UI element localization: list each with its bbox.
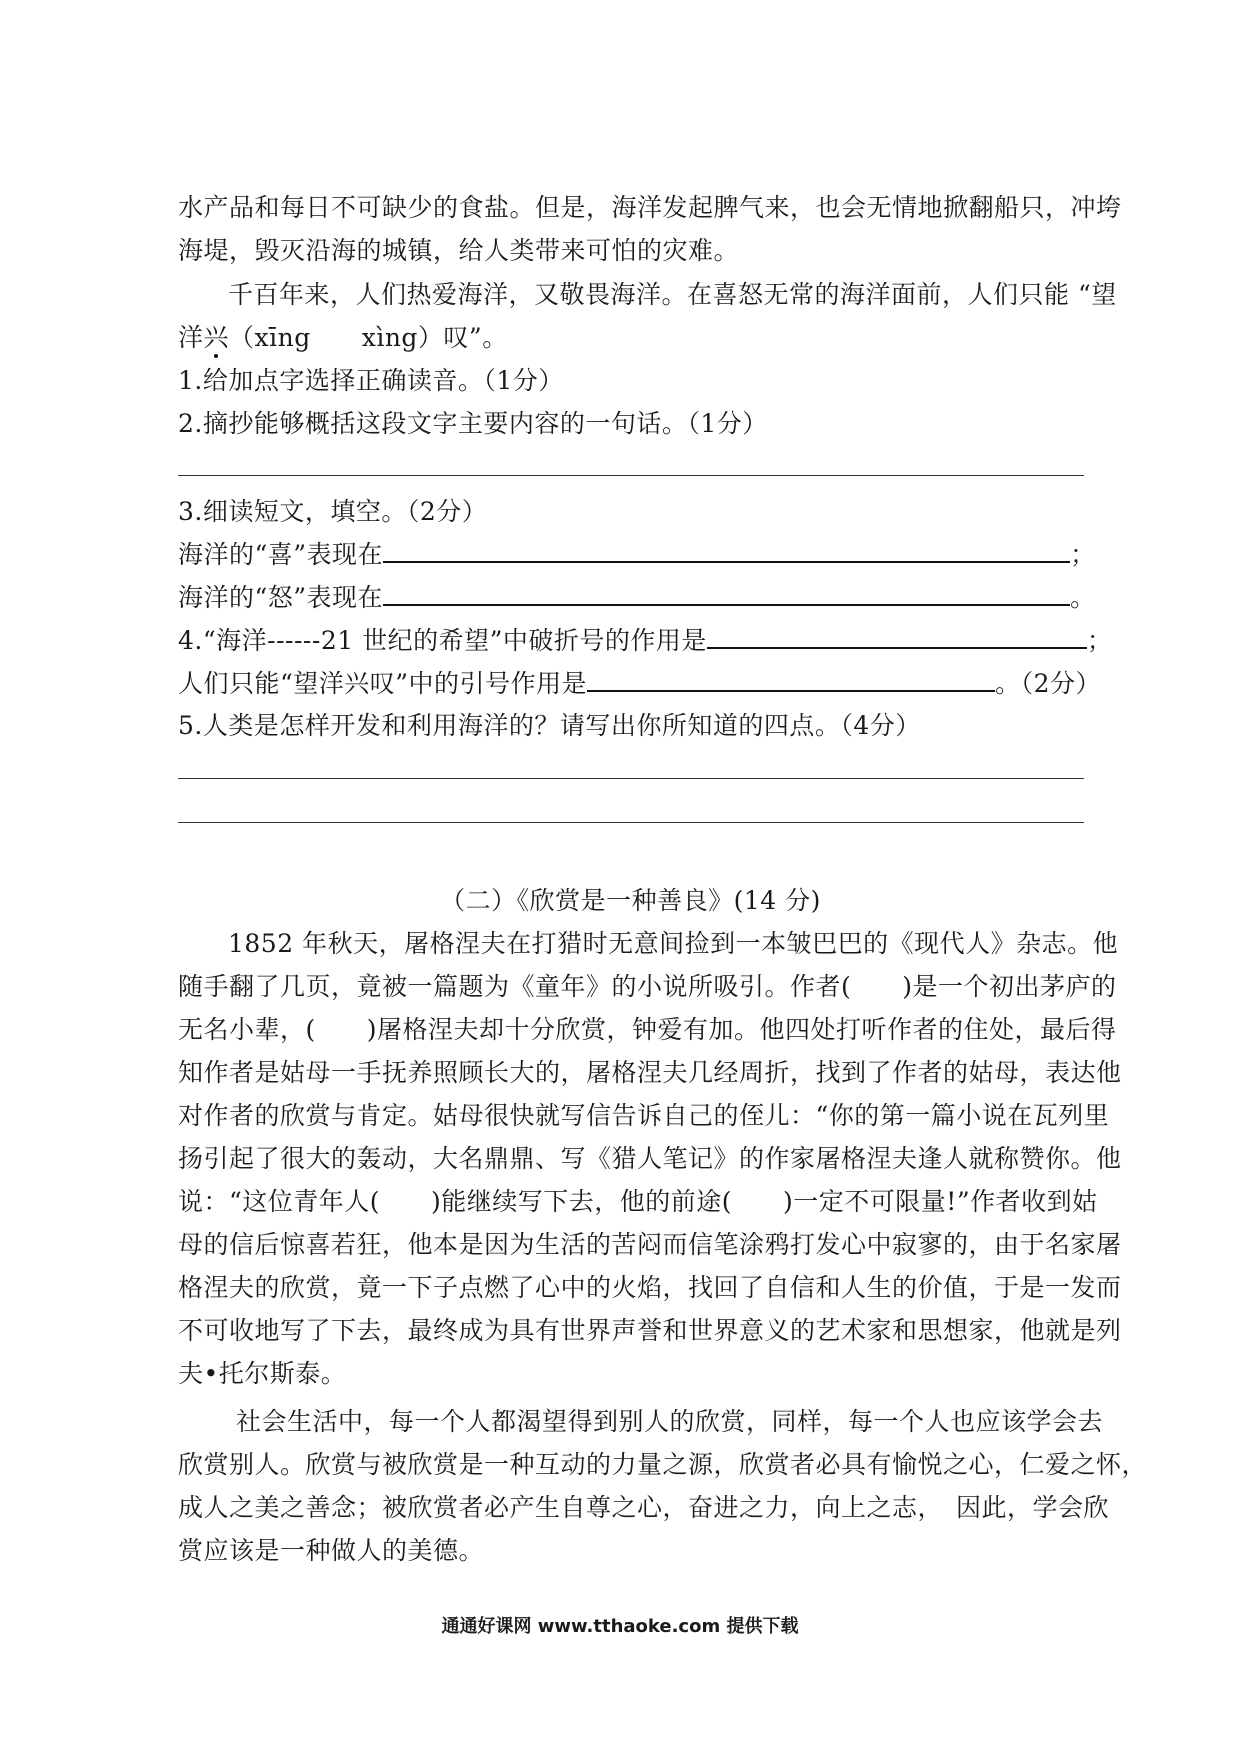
punctuation: ； (1070, 540, 1096, 569)
passage-line: 赏应该是一种做人的美德。 (178, 1536, 485, 1565)
passage-line: 扬引起了很大的轰动，大名鼎鼎、写《猎人笔记》的作家屠格涅夫逢人就称赞你。他 (178, 1144, 1122, 1173)
passage-line: 母的信后惊喜若狂，他本是因为生活的苦闷而信笔涂鸦打发心中寂寥的，由于名家屠 (178, 1230, 1122, 1259)
pinyin-options: （xīng xìng）叹”。 (229, 323, 508, 352)
passage-line: 水产品和每日不可缺少的食盐。但是，海洋发起脾气来，也会无情地掀翻船只，冲垮 (178, 193, 1122, 222)
dash-label: 4.“海洋------21 世纪的希望”中破折号的作用是 (178, 626, 707, 655)
passage-text: 洋 (178, 323, 204, 352)
punctuation: 。 (1070, 583, 1096, 612)
question-4-dash (178, 625, 1113, 656)
section-heading: （二）《欣赏是一种善良》(14 分) (440, 886, 821, 915)
passage-line: 说：“这位青年人( )能继续写下去，他的前途( )一定不可限量!”作者收到姑 (178, 1187, 1098, 1216)
question-1: 1.给加点字选择正确读音。（1分） (178, 366, 564, 395)
passage-line: 海堤，毁灭沿海的城镇，给人类带来可怕的灾难。 (178, 236, 740, 265)
question-3: 3.细读短文，填空。（2分） (178, 497, 488, 526)
passage-line (178, 323, 1083, 353)
question-4-quote (178, 668, 1101, 699)
dash-answer-blank[interactable] (707, 625, 1087, 649)
passage-line: 成人之美之善念；被欣赏者必产生自尊之心，奋进之力，向上之志， 因此，学会欣 (178, 1493, 1110, 1522)
joy-label: 海洋的“喜”表现在 (178, 540, 384, 569)
passage-line: 不可收地写了下去，最终成为具有世界声誉和世界意义的艺术家和思想家，他就是列 (178, 1316, 1122, 1345)
question-3-anger (178, 582, 1096, 613)
dotted-character: 兴 (203, 323, 230, 352)
anger-label: 海洋的“怒”表现在 (178, 583, 384, 612)
question-5: 5.人类是怎样开发和利用海洋的？请写出你所知道的四点。（4分） (178, 711, 921, 740)
passage-line: 格涅夫的欣赏，竟一下子点燃了心中的火焰，找回了自信和人生的价值，于是一发而 (178, 1273, 1122, 1302)
page-footer: 通通好课网 www.tthaoke.com 提供下载 (441, 1616, 799, 1637)
passage-line: 欣赏别人。欣赏与被欣赏是一种互动的力量之源，欣赏者必具有愉悦之心，仁爱之怀， (178, 1450, 1148, 1479)
question-2: 2.摘抄能够概括这段文字主要内容的一句话。（1分） (178, 409, 768, 438)
passage-line: 社会生活中，每一个人都渴望得到别人的欣赏，同样，每一个人也应该学会去 (236, 1407, 1104, 1436)
passage-line: 无名小辈，( )屠格涅夫却十分欣赏，钟爱有加。他四处打听作者的住处，最后得 (178, 1015, 1117, 1044)
punctuation: 。（2分） (995, 669, 1101, 698)
answer-line[interactable] (178, 778, 1084, 779)
answer-line[interactable] (178, 475, 1084, 476)
passage-line: 夫•托尔斯泰。 (178, 1359, 347, 1388)
passage-line: 对作者的欣赏与肯定。姑母很快就写信告诉自己的侄儿：“你的第一篇小说在瓦列里 (178, 1101, 1110, 1130)
answer-line[interactable] (178, 822, 1084, 823)
joy-answer-blank[interactable] (383, 539, 1070, 563)
passage-line: 知作者是姑母一手抚养照顾长大的，屠格涅夫几经周折，找到了作者的姑母，表达他 (178, 1058, 1122, 1087)
quote-answer-blank[interactable] (587, 668, 995, 692)
anger-answer-blank[interactable] (383, 582, 1070, 606)
punctuation: ； (1086, 626, 1113, 655)
passage-line: 随手翻了几页，竟被一篇题为《童年》的小说所吸引。作者( )是一个初出茅庐的 (178, 972, 1117, 1001)
passage-line: 1852 年秋天，屠格涅夫在打猎时无意间捡到一本皱巴巴的《现代人》杂志。他 (228, 929, 1119, 958)
question-3-joy (178, 539, 1096, 570)
quote-label: 人们只能“望洋兴叹”中的引号作用是 (178, 669, 588, 698)
passage-line: 千百年来，人们热爱海洋，又敬畏海洋。在喜怒无常的海洋面前，人们只能 “望 (228, 280, 1117, 309)
